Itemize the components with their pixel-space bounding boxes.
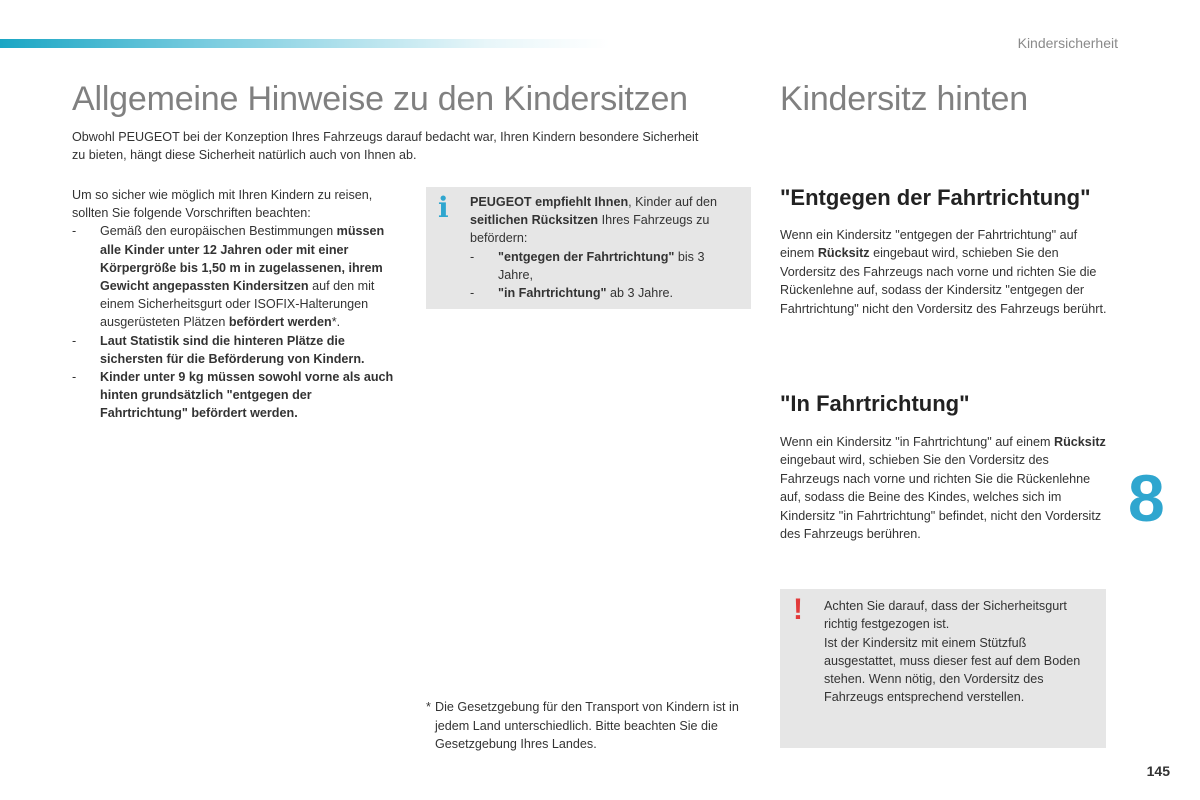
info-text-2: Ihres Fahrzeugs zu befördern:: [470, 213, 710, 246]
page-title: Allgemeine Hinweise zu den Kindersitzen: [72, 80, 688, 118]
footnote: [426, 698, 756, 754]
forward-facing-text-2: eingebaut wird, schieben Sie den Vordersitz des Fahrzeugs nach vorne und richten Sie die Rückenlehne auf, sodass die Beine des Kindes, welches sich im Kindersitz "in Fahrtrichtung" befindet, nicht den Vordersitz des Fahrzeugs berühren.: [780, 453, 1102, 542]
rear-facing-text-2: eingebaut wird, schieben Sie den Vordersitz des Fahrzeugs nach vorne und richten Sie die Rückenlehne auf, sodass der Kindersitz "entgegen der Fahrtrichtung" nicht den Vordersitz des Fahrzeugs berührt.: [780, 246, 1107, 316]
info-item-2-bold: "in Fahrtrichtung": [498, 286, 607, 301]
rule-1-text-a: Gemäß den europäischen Bestimmungen: [100, 224, 334, 239]
rule-2-text: Laut Statistik sind die hinteren Plätze die sichersten für die Beförderung von Kindern.: [100, 333, 365, 366]
info-item-1-rest: bis 3 Jahre,: [498, 249, 705, 282]
info-item-1: [470, 248, 740, 284]
warning-box: [780, 589, 1106, 748]
forward-facing-paragraph: [780, 433, 1110, 543]
rear-facing-paragraph: [780, 226, 1110, 318]
info-item-2: [470, 284, 740, 302]
info-box-text: [470, 193, 740, 302]
rule-1-text-b: müssen alle Kinder unter 12 Jahren oder mit einer Körpergröße bis 1,50 m in zugelassenen, ihrem Gewicht angepassten Kindersitzen: [100, 224, 385, 294]
rule-1-text-c: auf den mit einem Sicherheitsgurt oder ISOFIX-Halterungen ausgerüsteten Plätzen: [100, 279, 375, 330]
rule-item-1: [72, 222, 402, 331]
rule-1-text-e: *.: [331, 315, 341, 330]
footnote-star: *: [426, 700, 431, 714]
rules-list: [72, 186, 402, 423]
list-dash: -: [470, 286, 475, 301]
info-icon: i: [438, 191, 449, 224]
info-item-2-rest: ab 3 Jahre.: [610, 286, 674, 301]
rule-item-3: [72, 368, 402, 423]
info-text-1: , Kinder auf den: [628, 195, 718, 209]
info-box-lead: [470, 193, 740, 248]
page-number: 145: [1146, 763, 1170, 779]
info-item-1-bold: "entgegen der Fahrtrichtung": [498, 249, 675, 264]
list-dash: -: [72, 224, 77, 239]
rules-lead: Um so sicher wie möglich mit Ihren Kindern zu reisen, sollten Sie folgende Vorschriften beachten:: [72, 188, 373, 221]
intro-line-2: zu bieten, hängt diese Sicherheit natürlich auch von Ihnen ab.: [72, 148, 417, 162]
list-dash: -: [470, 249, 475, 264]
footnote-text: Die Gesetzgebung für den Transport von Kindern ist in jedem Land unterschiedlich. Bitte beachten Sie die Gesetzgebung Ihres Landes.: [435, 700, 739, 751]
chapter-number: 8: [1128, 461, 1165, 535]
info-box: [426, 187, 751, 309]
forward-facing-bold: Rücksitz: [1054, 435, 1106, 449]
rule-item-2: [72, 332, 402, 368]
intro-paragraph: [72, 128, 752, 164]
forward-facing-text-1: Wenn ein Kindersitz "in Fahrtrichtung" auf einem: [780, 435, 1051, 449]
rear-facing-heading: "Entgegen der Fahrtrichtung": [780, 185, 1091, 210]
section-label: Kindersicherheit: [1017, 35, 1118, 51]
warning-icon: !: [793, 593, 803, 626]
info-bold-2: seitlichen Rücksitzen: [470, 213, 599, 228]
warning-text: [824, 597, 1099, 707]
right-section-title: Kindersitz hinten: [780, 80, 1028, 118]
list-dash: -: [72, 370, 77, 385]
intro-line-1: Obwohl PEUGEOT bei der Konzeption Ihres Fahrzeugs darauf bedacht war, Ihren Kindern besondere Sicherheit: [72, 130, 699, 144]
rule-3-text: Kinder unter 9 kg müssen sowohl vorne als auch hinten grundsätzlich "entgegen der Fahrtrichtung" befördert werden.: [100, 370, 394, 421]
rear-facing-bold: Rücksitz: [817, 246, 870, 261]
rear-facing-text-1: Wenn ein Kindersitz "entgegen der Fahrtrichtung" auf einem: [780, 228, 1078, 261]
info-bold-1: PEUGEOT empfiehlt Ihnen: [470, 195, 629, 209]
warning-line-1: Achten Sie darauf, dass der Sicherheitsgurt richtig festgezogen ist.: [824, 599, 1067, 632]
warning-line-2: Ist der Kindersitz mit einem Stützfuß ausgestattet, muss dieser fest auf dem Boden stehen. Wenn nötig, den Vordersitz des Fahrzeugs entsprechend verstellen.: [824, 635, 1081, 705]
list-dash: -: [72, 333, 77, 348]
header-accent-bar: [0, 39, 610, 48]
forward-facing-heading: "In Fahrtrichtung": [780, 391, 970, 416]
rule-1-text-d: befördert werden: [228, 315, 332, 330]
